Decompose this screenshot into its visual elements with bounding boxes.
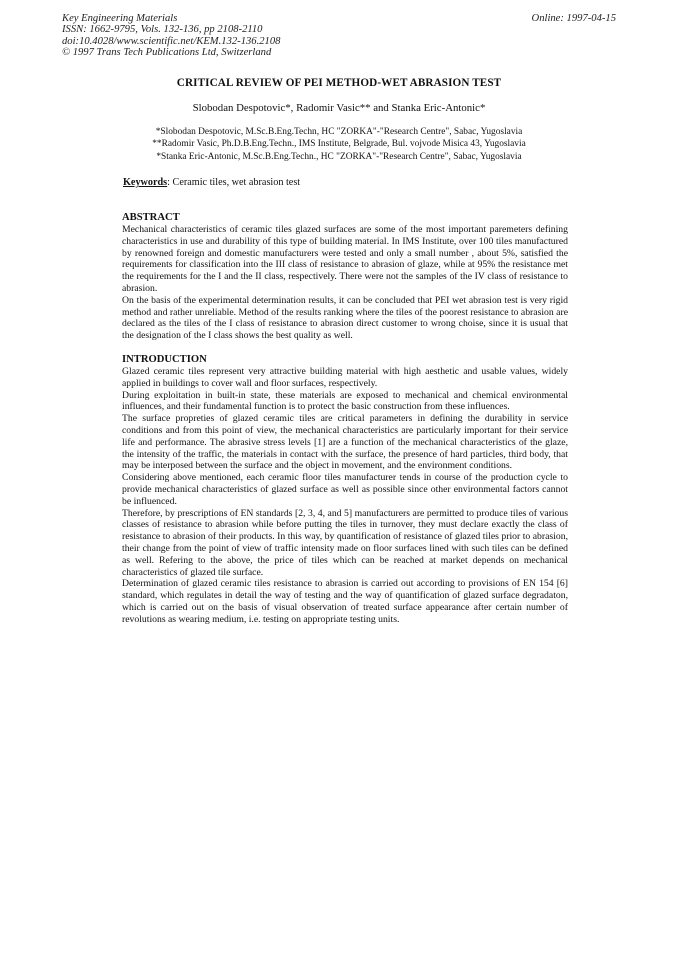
author-list: Slobodan Despotovic*, Radomir Vasic** and Stanka Eric-Antonic* [192, 102, 486, 114]
keywords-label: Keywords [123, 177, 168, 188]
abstract-paragraph-2: On the basis of the experimental determination results, it can be concluded that PEI wet abrasion test is very rigid method and rather unreliable. Method of the results ranking where the tiles of the poorest resistance to abrasion are declared as the tiles of the I class of resistance to abrasion direct customer to wrong choise, since it is usual that the designation of the I class shows the best quality as well. [122, 294, 568, 342]
intro-paragraph-1: Glazed ceramic tiles represent very attractive building material with high aesthetic and usable values, widely applied in buildings to cover wall and floor surfaces, respectively. [122, 365, 568, 389]
keywords-text: : Ceramic tiles, wet abrasion test [167, 177, 301, 188]
affiliation-3: *Stanka Eric-Antonic, M.Sc.B.Eng.Techn., HC "ZORKA"-"Research Centre", Sabac, Yugoslavia [156, 151, 522, 162]
section-gap [122, 342, 568, 354]
affiliation-1: *Slobodan Despotovic, M.Sc.B.Eng.Techn, HC "ZORKA"-"Research Centre", Sabac, Yugoslavia [155, 127, 523, 137]
paper-body [122, 212, 568, 626]
paper-title: CRITICAL REVIEW OF PEI METHOD-WET ABRASION TEST [176, 77, 502, 89]
intro-paragraph-2: During exploitation in built-in state, these materials are exposed to mechanical and chemical environmental influences, and their fundamental function is to protect the basic construction from these influences. [122, 389, 568, 413]
abstract-heading: ABSTRACT [122, 212, 180, 223]
introduction-heading: INTRODUCTION [122, 353, 207, 365]
affiliations [0, 126, 678, 163]
doi-line: doi:10.4028/www.scientific.net/KEM.132-136.2108 [62, 35, 281, 47]
intro-paragraph-6: Determination of glazed ceramic tiles resistance to abrasion is carried out according to provisions of EN 154 [6] standard, which regulates in detail the way of testing and the way of quantification of glazed surface degradaton, which is carried out on the basis of visual observation of treated surface appearance after certain number of revolutions as wearing medium, i.e. testing on appropriate testing units. [122, 578, 568, 625]
journal-meta [62, 13, 280, 59]
abstract-paragraph-1: Mechanical characteristics of ceramic tiles glazed surfaces are some of the most important paremeters defining characteristics in use and durability of this type of building material. In IMS Institute, over 100 tiles manufactured by renowned foreign and domestic manufacturers were tested and only a small number , about 5%, satisfied the requirements for classification into the III class of resistance to abrasion of glaze, while at 95% the resistance met the requirements for the I and the II class, respectively. There were not the samples of the IV class of resistance to abrasion. [122, 224, 568, 294]
affiliation-2: **Radomir Vasic, Ph.D.B.Eng.Techn., IMS Institute, Belgrade, Bul. vojvode Misica 43, Yugoslavia [152, 139, 526, 150]
online-date: Online: 1997-04-15 [531, 13, 616, 24]
copyright-line: © 1997 Trans Tech Publications Ltd, Switzerland [62, 47, 272, 59]
intro-paragraph-5: Therefore, by prescriptions of EN standards [2, 3, 4, and 5] manufacturers are permitted to produce tiles of various classes of resistance to abrasion while before putting the tiles in turnover, they must declare exactly the class of resistance to abrasion of their products. In this way, by quantification of resistance of glazed tiles prior to abrasion, their change from the point of view of traffic intensity made on floor surfaces lined with such tiles can be defined as well. Refering to the above, the price of tiles which can be reached at market depends on mechanical characteristics of glazed tile surface. [122, 507, 568, 578]
journal-name: Key Engineering Materials [62, 13, 178, 24]
intro-paragraph-3: The surface propreties of glazed ceramic tiles are critical parameters in defining the durability in service conditions and from this point of view, the mechanical characteristics are particularly important for their service life and performance. The abrasive stress levels [1] are a function of the mechanical characteristics of the glaze, the intensity of the traffic, the materials in contact with the surface, the presence of hard particles, third body, that may be interposed between the surface and the object in movement, and the environment conditions. [122, 413, 568, 472]
keywords-line [123, 177, 300, 188]
intro-paragraph-4: Considering above mentioned, each ceramic floor tiles manufacturer tends in course of the production cycle to provide mechanical characteristics of glazed surface as well as possible since other environmental factors cannot be influenced. [122, 472, 568, 507]
issn-line: ISSN: 1662-9795, Vols. 132-136, pp 2108-2110 [62, 24, 263, 36]
